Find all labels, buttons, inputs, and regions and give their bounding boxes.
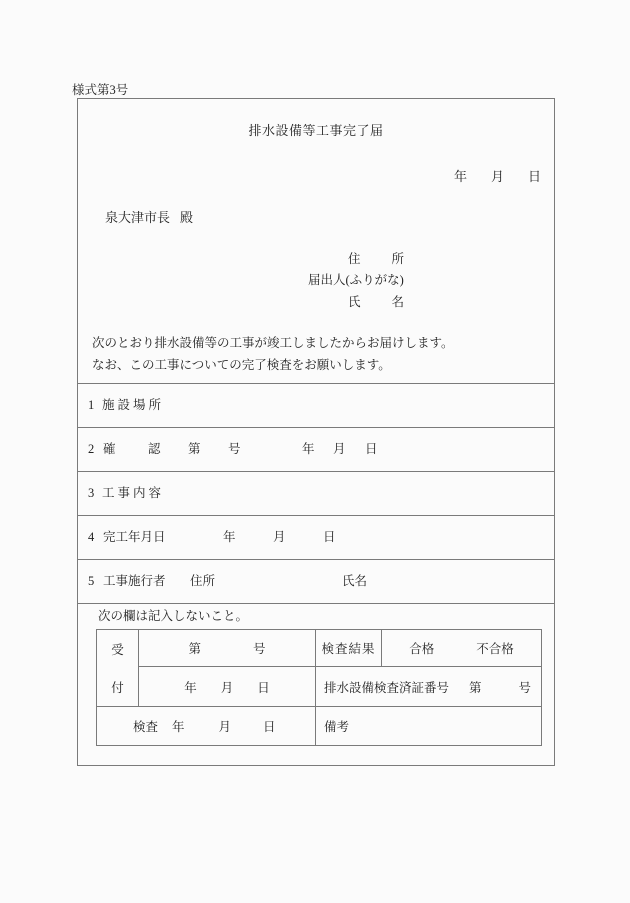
certificate-go: 号 [518,680,532,695]
receipt-char2: 付 [111,680,124,695]
form-number-label: 様式第3号 [72,83,129,97]
item2-word3: 第 [188,442,201,456]
item2-year: 年 [302,442,315,456]
receipt-date-month: 月 [220,680,234,695]
addressee-line [105,207,193,226]
receipt-number-go: 号 [253,642,266,656]
item-row-contractor [78,559,554,603]
form-border-box [77,98,555,766]
receipt-cell [97,630,139,707]
certificate-label: 排水設備検査済証番号 [324,680,450,695]
item4-label: 完工年月日 [103,530,166,544]
item2-month: 月 [333,442,346,456]
inspection-result-cell [382,630,542,667]
inspection-result-label: 検査結果 [321,642,376,656]
item4-number: 4 [88,530,95,544]
certificate-number-cell [316,667,542,707]
inspection-year: 年 [172,720,185,734]
address-label-char2: 所 [391,252,404,266]
declarant-address-label [348,249,404,267]
item3-number: 3 [88,486,95,500]
header-date-day: 日 [527,169,541,184]
item2-day: 日 [365,442,378,456]
item2-word1: 確 [103,442,116,456]
item5-name-label: 氏名 [342,574,368,588]
row-divider [77,603,555,604]
inspection-result-label-cell [316,630,382,667]
office-use-note: 次の欄は記入しないこと。 [98,609,249,623]
declarant-name-label [348,292,404,310]
name-label-char1: 氏 [348,295,361,309]
item5-address-label: 住所 [190,574,216,588]
form-title: 排水設備等工事完了届 [248,123,384,138]
item-row-completion-date [78,515,554,559]
header-date-month: 月 [490,169,504,184]
remarks-cell [316,707,542,746]
receipt-date-day: 日 [257,680,270,695]
item-row-confirmation-number [78,427,554,471]
receipt-char1: 受 [111,643,124,658]
item-row-construction-content [78,471,554,515]
receipt-date-cell [139,667,316,707]
receipt-number-dai: 第 [188,642,201,656]
item4-day: 日 [323,530,336,544]
addressee-name: 泉大津市長 [105,210,171,225]
name-label-char2: 名 [391,295,404,309]
item2-word2: 認 [148,442,161,456]
inspection-month: 月 [218,720,232,734]
addressee-honorific: 殿 [180,210,194,225]
office-use-table [96,629,542,746]
item2-word4: 号 [228,442,241,456]
receipt-date-year: 年 [184,680,197,695]
item1-number: 1 [88,398,95,412]
item1-label: 施設場所 [102,398,165,412]
remarks-label: 備考 [324,720,350,734]
item-row-facility-location [78,383,554,427]
result-pass: 合格 [409,642,435,656]
item4-month: 月 [273,530,286,544]
item3-label: 工事内容 [102,486,165,500]
address-label-char1: 住 [348,252,361,266]
receipt-number-cell [139,630,316,667]
header-date-year: 年 [453,169,467,184]
intro-line-2: なお、この工事についての完了検査をお願いします。 [92,358,391,372]
result-fail: 不合格 [476,642,514,656]
intro-line-1: 次のとおり排水設備等の工事が竣工しましたからお届けします。 [92,336,454,350]
inspection-day: 日 [263,720,276,734]
item5-number: 5 [88,574,95,588]
item5-label: 工事施行者 [103,574,166,588]
inspection-date-cell [97,707,316,746]
inspection-label: 検査 [133,720,159,734]
item4-year: 年 [223,530,236,544]
item2-number: 2 [88,442,95,456]
declarant-person-label: 届出人(ふりがな) [308,273,404,287]
certificate-dai: 第 [469,680,482,695]
header-date-line [454,166,541,185]
